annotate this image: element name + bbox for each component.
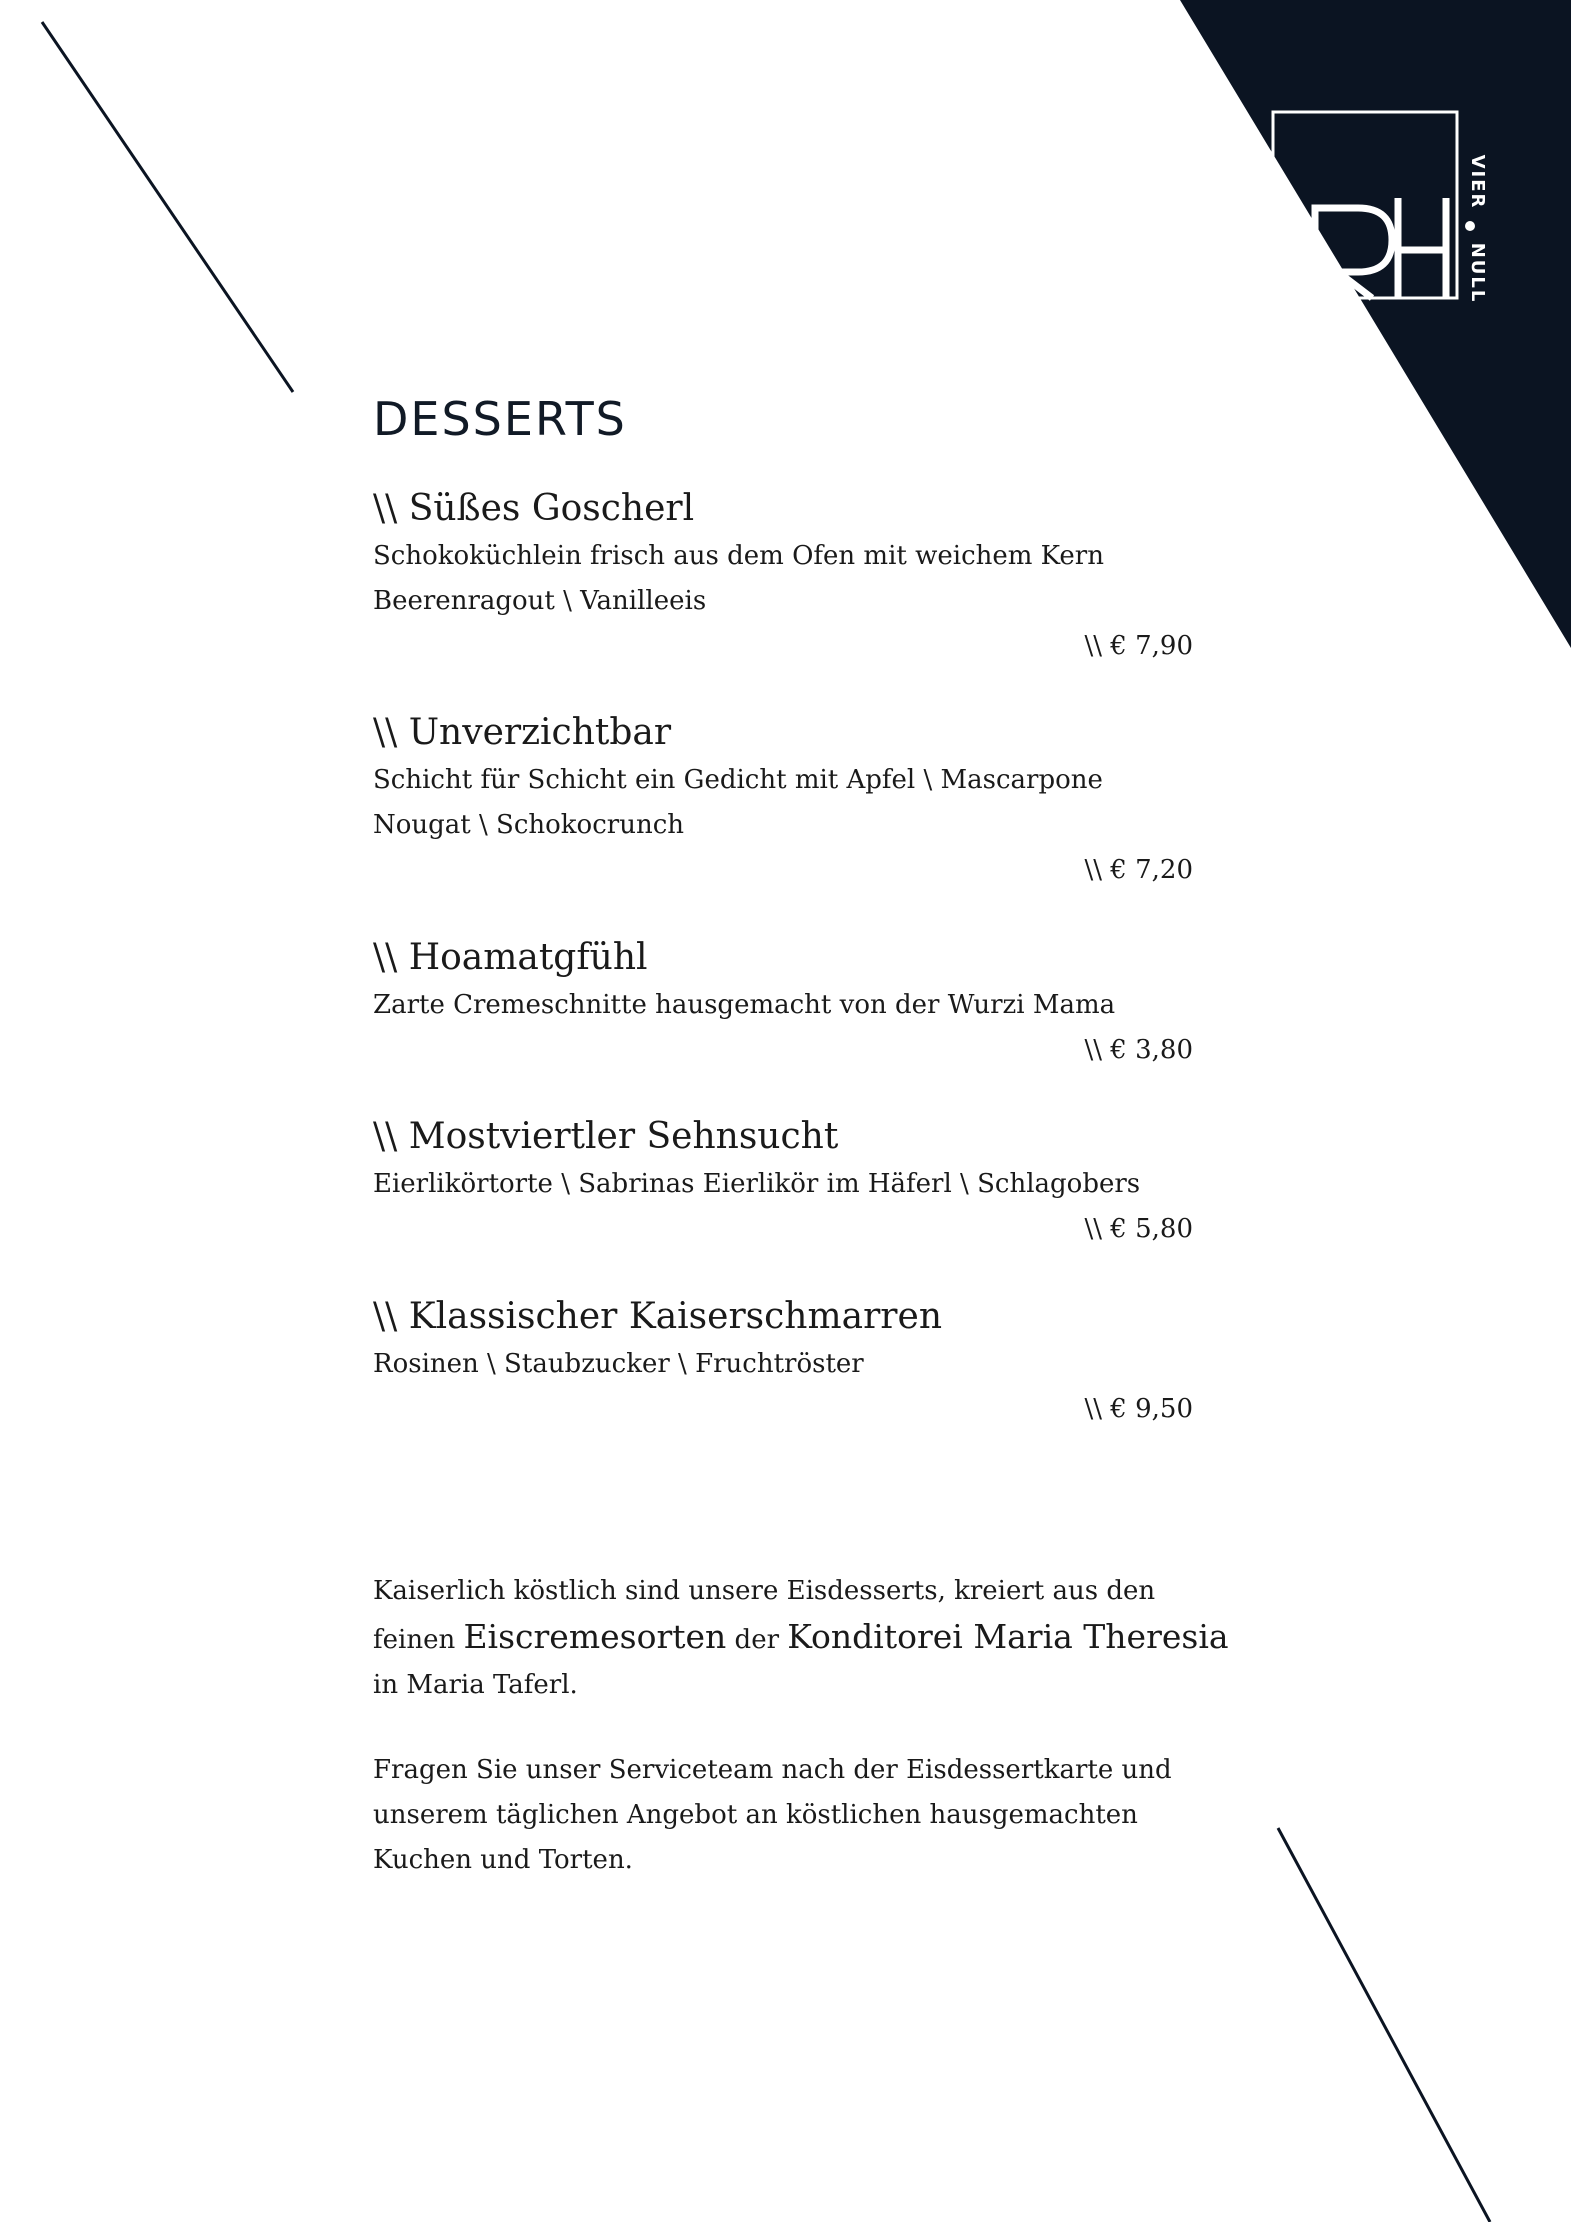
eisdessert-info-line: in Maria Taferl.: [373, 1670, 578, 1700]
menu-item: [373, 708, 1193, 893]
menu-item-description: Schicht für Schicht ein Gedicht mit Apfel \ Mascarpone: [373, 765, 1103, 795]
eiscremesorten-highlight: Eiscremesorten: [463, 1617, 727, 1656]
eisdessert-text: feinen: [373, 1625, 464, 1655]
menu-item-description: Nougat \ Schokocrunch: [373, 810, 684, 840]
service-info-line: unserem täglichen Angebot an köstlichen hausgemachten: [373, 1800, 1138, 1830]
eisdessert-info: [373, 1569, 1253, 1708]
eisdessert-info-line: [373, 1614, 1253, 1663]
menu-item-description: Beerenragout \ Vanilleeis: [373, 586, 707, 616]
menu-item-name: \\ Hoamatgfühl: [373, 937, 648, 978]
menu-item: [373, 933, 1193, 1073]
menu-item-price: \\ € 9,50: [1084, 1394, 1193, 1424]
menu-item-price: \\ € 3,80: [1084, 1035, 1193, 1065]
menu-item-name: \\ Mostviertler Sehnsucht: [373, 1116, 839, 1157]
diagonal-line-top-left: [42, 22, 293, 392]
menu-item-description: Rosinen \ Staubzucker \ Fruchtröster: [373, 1349, 864, 1379]
eisdessert-info-line: Kaiserlich köstlich sind unsere Eisdesserts, kreiert aus den: [373, 1576, 1156, 1606]
menu-item: [373, 1292, 1193, 1432]
konditorei-highlight: Konditorei Maria Theresia: [787, 1617, 1229, 1656]
menu-item: [373, 484, 1193, 669]
section-heading-desserts: DESSERTS: [373, 392, 627, 446]
logo-tagline-dot: [1465, 221, 1475, 231]
menu-item-description: Zarte Cremeschnitte hausgemacht von der Wurzi Mama: [373, 990, 1116, 1020]
menu-item-name: \\ Süßes Goscherl: [373, 488, 695, 529]
menu-item-name: \\ Unverzichtbar: [373, 712, 672, 753]
diagonal-line-bottom-right: [1278, 1828, 1490, 2222]
logo-tagline-null: NULL: [1467, 242, 1488, 304]
service-info-line: Kuchen und Torten.: [373, 1845, 633, 1875]
logo-tagline-vier: VIER: [1467, 154, 1488, 210]
navy-corner-triangle: [1180, 0, 1571, 648]
eisdessert-text: der: [726, 1625, 788, 1655]
menu-item-name: \\ Klassischer Kaiserschmarren: [373, 1296, 943, 1337]
menu-item-price: \\ € 7,20: [1084, 855, 1193, 885]
service-info-line: Fragen Sie unser Serviceteam nach der Eisdessertkarte und: [373, 1755, 1172, 1785]
menu-item-description: Eierlikörtorte \ Sabrinas Eierlikör im Häferl \ Schlagobers: [373, 1169, 1141, 1199]
menu-item-description: Schokoküchlein frisch aus dem Ofen mit weichem Kern: [373, 541, 1104, 571]
menu-item: [373, 1112, 1193, 1252]
service-info: [373, 1748, 1253, 1883]
menu-item-price: \\ € 5,80: [1084, 1214, 1193, 1244]
menu-item-price: \\ € 7,90: [1084, 631, 1193, 661]
